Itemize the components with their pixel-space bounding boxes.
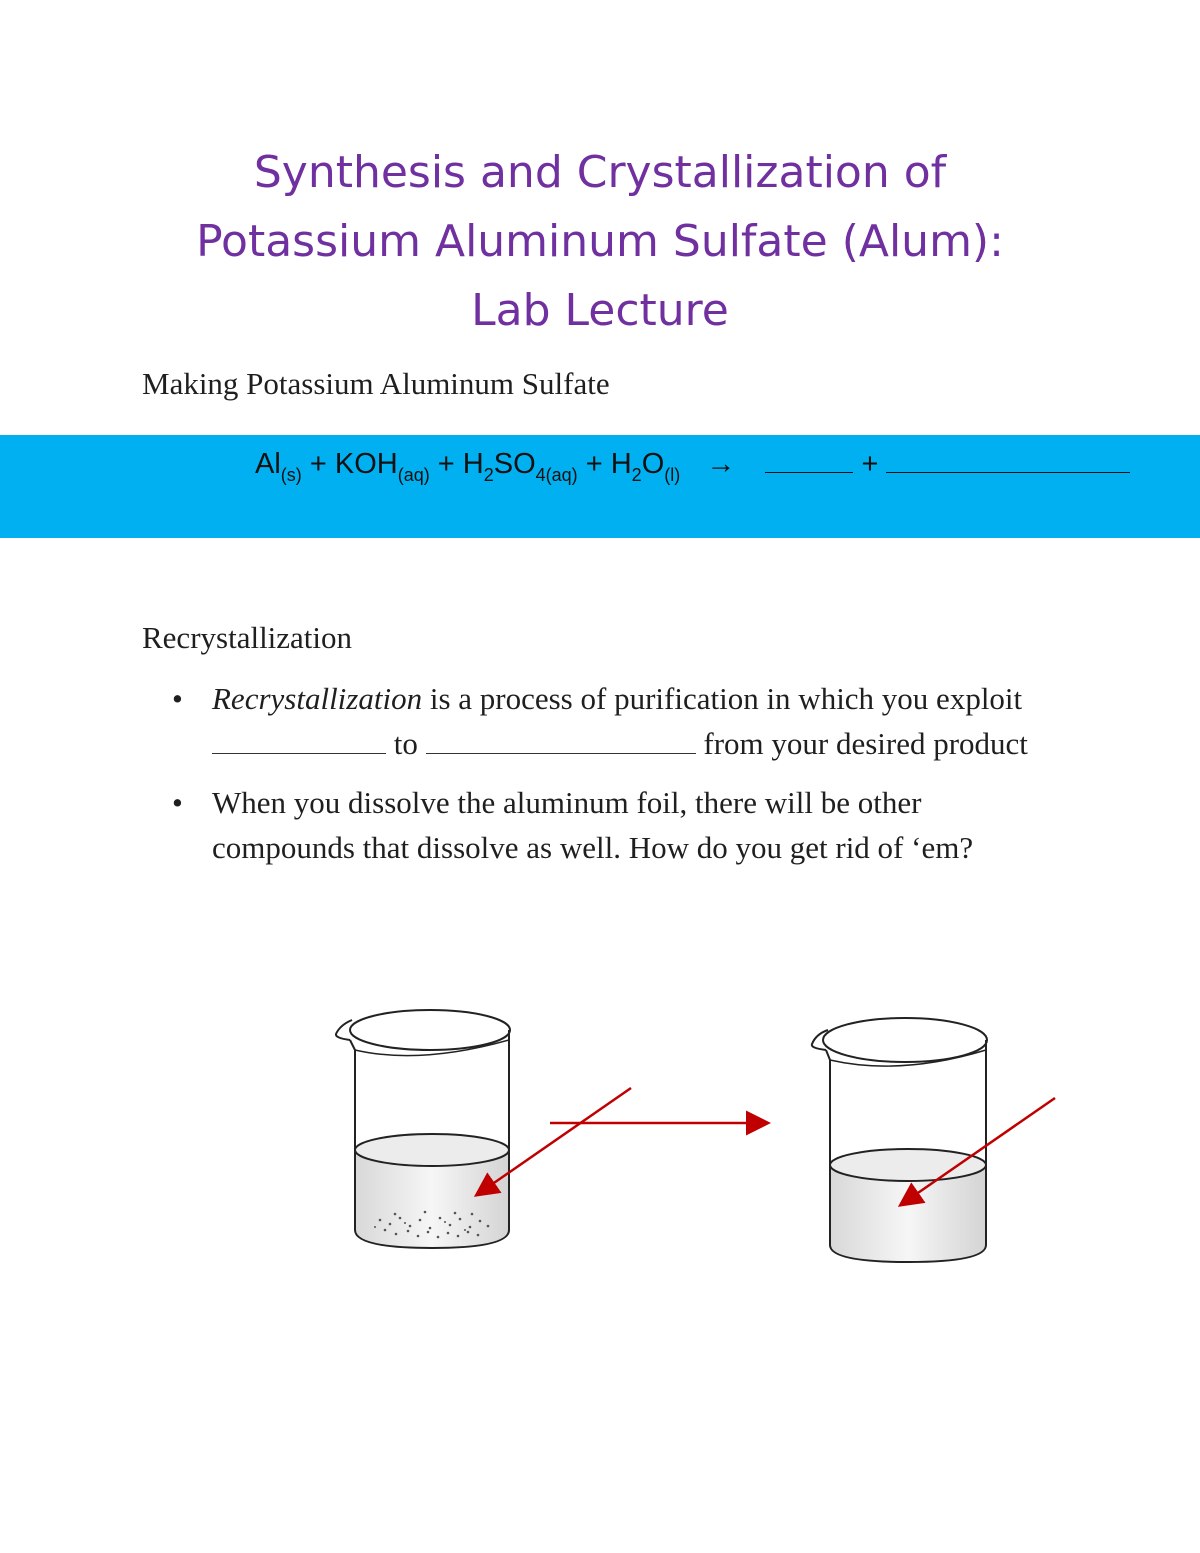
fill-blank-2 <box>426 727 696 754</box>
beaker-icon-left <box>336 1010 510 1248</box>
recrystallization-diagram <box>0 990 1200 1290</box>
bullet1-text-b: to <box>386 726 426 761</box>
bullet2-text: When you dissolve the aluminum foil, there will be other compounds that dissolve as well. How do you get rid of ‘em? <box>212 785 974 865</box>
eq-koh-state: (aq) <box>397 465 430 485</box>
bullet-dot-icon: • <box>172 681 183 716</box>
bullet1-text-c: from your desired product <box>695 726 1028 761</box>
term-recrystallization: Recrystallization <box>212 681 423 716</box>
list-item <box>170 676 1070 766</box>
eq-so4-state: 4(aq) <box>535 465 578 485</box>
eq-plus: + <box>861 448 879 480</box>
eq-so: SO <box>493 448 536 480</box>
eq-h2-sub: 2 <box>483 465 494 485</box>
page-title <box>0 138 1200 345</box>
eq-h: + H <box>437 448 484 480</box>
bullet-dot-icon: • <box>172 785 183 820</box>
list-item <box>170 780 1070 870</box>
title-line-1: Synthesis and Crystallization of <box>253 147 947 198</box>
recrystallization-list <box>170 676 1070 884</box>
arrow-icon-left <box>478 1088 631 1194</box>
title-line-3: Lab Lecture <box>471 285 729 336</box>
eq-koh: + KOH <box>309 448 398 480</box>
chemical-equation <box>255 448 1130 485</box>
fill-blank-1 <box>212 727 386 754</box>
eq-h2o-state: (l) <box>664 465 681 485</box>
eq-h-water: + H <box>585 448 632 480</box>
bullet1-text-a: is a process of purification in which you exploit <box>422 681 1023 716</box>
title-line-2: Potassium Aluminum Sulfate (Alum): <box>196 216 1004 267</box>
eq-o: O <box>641 448 665 480</box>
beaker-icon-right <box>812 1018 987 1262</box>
product-blank-1 <box>765 448 853 473</box>
product-blank-2 <box>886 448 1130 473</box>
eq-al-state: (s) <box>280 465 302 485</box>
eq-arrow-icon: → <box>706 448 736 480</box>
eq-h2o-sub: 2 <box>631 465 642 485</box>
section-heading-making: Making Potassium Aluminum Sulfate <box>142 366 610 401</box>
section-heading-recrystallization: Recrystallization <box>142 620 353 655</box>
eq-al: Al <box>255 448 281 480</box>
